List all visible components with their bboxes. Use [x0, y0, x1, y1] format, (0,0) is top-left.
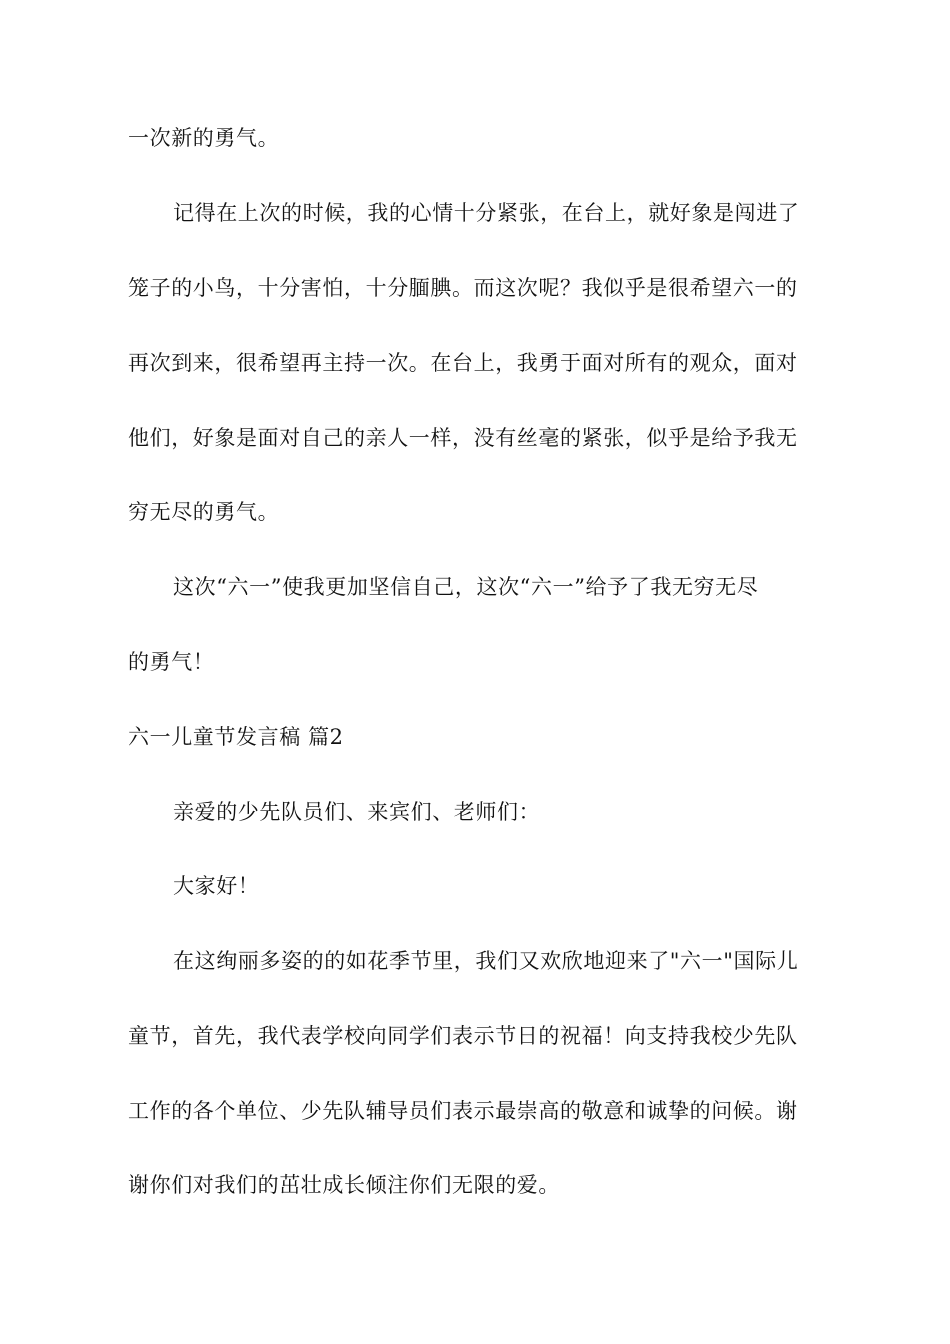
text-line: 童节，首先，我代表学校向同学们表示节日的祝福！向支持我校少先队 — [128, 1024, 798, 1048]
salutation: 亲爱的少先队员们、来宾们、老师们： — [173, 800, 541, 824]
text-line: 的勇气！ — [128, 650, 215, 674]
text-line: 他们，好象是面对自己的亲人一样，没有丝毫的紧张，似乎是给予我无 — [128, 426, 798, 450]
text-line: 工作的各个单位、少先队辅导员们表示最崇高的敬意和诚挚的问候。谢 — [128, 1099, 798, 1123]
text-line: 再次到来，很希望再主持一次。在台上，我勇于面对所有的观众，面对 — [128, 351, 798, 375]
greeting: 大家好！ — [173, 874, 260, 898]
paragraph-first-line: 记得在上次的时候，我的心情十分紧张，在台上，就好象是闯进了 — [173, 201, 800, 225]
text-line: 穷无尽的勇气。 — [128, 500, 280, 524]
section-heading: 六一儿童节发言稿 篇2 — [128, 725, 344, 749]
text-line: 一次新的勇气。 — [128, 126, 280, 150]
paragraph-first-line: 在这绚丽多姿的的如花季节里，我们又欢欣地迎来了"六一"国际儿 — [173, 949, 799, 973]
text-line: 笼子的小鸟，十分害怕，十分腼腆。而这次呢？我似乎是很希望六一的 — [128, 276, 798, 300]
text-line: 谢你们对我们的茁壮成长倾注你们无限的爱。 — [128, 1173, 560, 1197]
paragraph-first-line: 这次“六一”使我更加坚信自己，这次“六一”给予了我无穷无尽 — [173, 575, 759, 599]
